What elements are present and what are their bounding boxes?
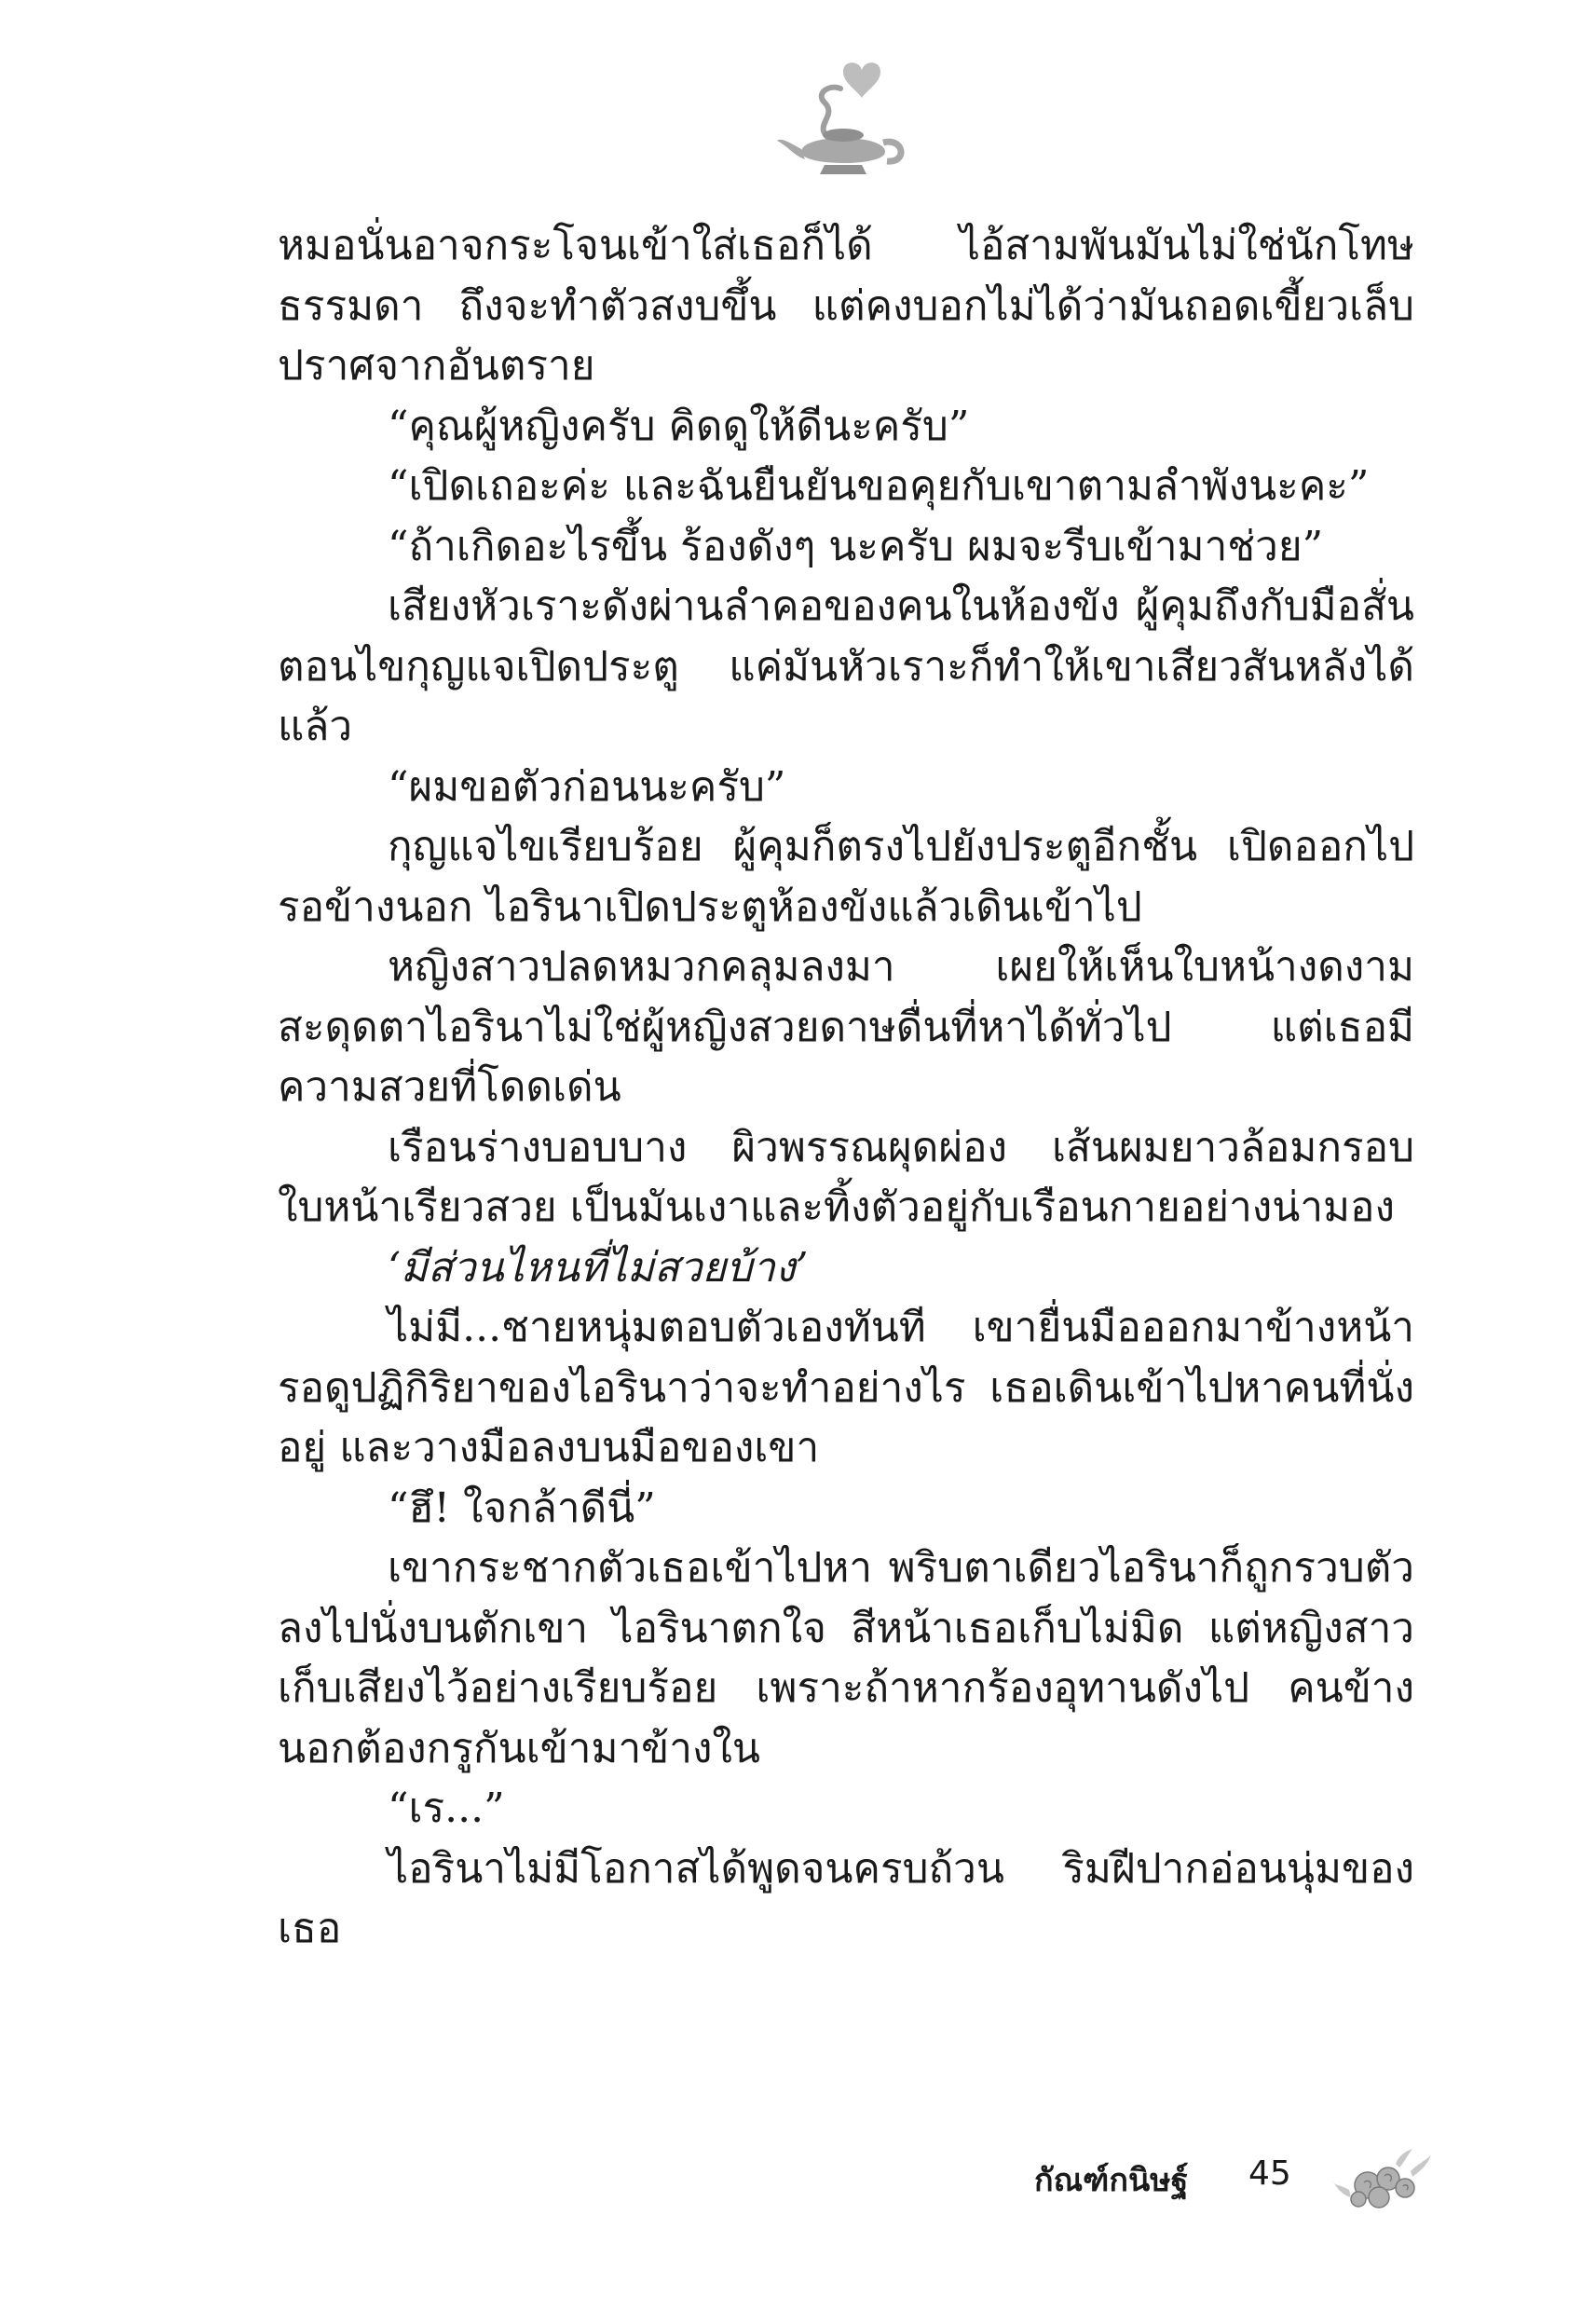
page-footer <box>1034 2143 1435 2218</box>
paragraph-15: ไอรินาไม่มีโอกาสได้พูดจนครบถ้วน ริมฝีปากอ่อนนุ่มของเธอ <box>278 1844 1414 1952</box>
body-text <box>278 216 1414 1960</box>
paragraph-2: “คุณผู้หญิงครับ คิดดูให้ดีนะครับ” <box>388 402 970 450</box>
paragraph-12: “ฮึ! ใจกล้าดีนี่” <box>388 1484 656 1532</box>
paragraph-4: “ถ้าเกิดอะไรขึ้น ร้องดังๆ นะครับ ผมจะรีบเข้ามาช่วย” <box>388 522 1324 570</box>
paragraph-5: เสียงหัวเราะดังผ่านลำคอของคนในห้องขัง ผู้คุมถึงกับมือสั่นตอนไขกุญแจเปิดประตู แค่มันหัวเราะก็ทำให้เขาเสียวสันหลังได้แล้ว <box>278 582 1414 750</box>
paragraph-14: “เร...” <box>388 1785 505 1832</box>
paragraph-10-thought: ‘มีส่วนไหนที่ไม่สวยบ้าง’ <box>388 1243 809 1292</box>
paragraph-6: “ผมขอตัวก่อนนะครับ” <box>388 762 786 811</box>
paragraph-11: ไม่มี...ชายหนุ่มตอบตัวเองทันที เขายื่นมือออกมาข้างหน้า รอดูปฏิกิริยาของไอรินาว่าจะทำอย่างไร เธอเดินเข้าไปหาคนที่นั่งอยู่ และวางมือลงบนมือของเขา <box>278 1304 1414 1471</box>
flower-bouquet-icon <box>1330 2143 1433 2218</box>
book-title: กัณฑ์กนิษฐ์ <box>1034 2162 1189 2199</box>
page-number: 45 <box>1248 2154 1291 2193</box>
paragraph-1: หมอนั่นอาจกระโจนเข้าใส่เธอก็ได้ ไอ้สามพันมันไม่ใช่นักโทษธรรมดา ถึงจะทำตัวสงบขึ้น แต่คงบอกไม่ได้ว่ามันถอดเขี้ยวเล็บปราศจากอันตราย <box>278 222 1414 390</box>
paragraph-13: เขากระชากตัวเธอเข้าไปหา พริบตาเดียวไอรินาก็ถูกรวบตัวลงไปนั่งบนตักเขา ไอรินาตกใจ สีหน้าเธอเก็บไม่มิด แต่หญิงสาวเก็บเสียงไว้อย่างเรียบร้อย เพราะถ้าหากร้องอุทานดังไป คนข้างนอกต้องกรูกันเข้ามาข้างใน <box>278 1544 1414 1772</box>
paragraph-3: “เปิดเถอะค่ะ และฉันยืนยันขอคุยกับเขาตามลำพังนะคะ” <box>388 462 1370 510</box>
paragraph-7: กุญแจไขเรียบร้อย ผู้คุมก็ตรงไปยังประตูอีกชั้น เปิดออกไปรอข้างนอก ไอรินาเปิดประตูห้องขังแล้วเดินเข้าไป <box>278 823 1414 931</box>
paragraph-8: หญิงสาวปลดหมวกคลุมลงมา เผยให้เห็นใบหน้างดงามสะดุดตาไอรินาไม่ใช่ผู้หญิงสวยดาษดื่นที่หาได้ทั่วไป แต่เธอมีความสวยที่โดดเด่น <box>278 943 1414 1111</box>
paragraph-9: เรือนร่างบอบบาง ผิวพรรณผุดผ่อง เส้นผมยาวล้อมกรอบใบหน้าเรียวสวย เป็นมันเงาและทิ้งตัวอยู่กับเรือนกายอย่างน่ามอง <box>278 1123 1414 1231</box>
genie-lamp-heart-icon <box>773 51 913 191</box>
